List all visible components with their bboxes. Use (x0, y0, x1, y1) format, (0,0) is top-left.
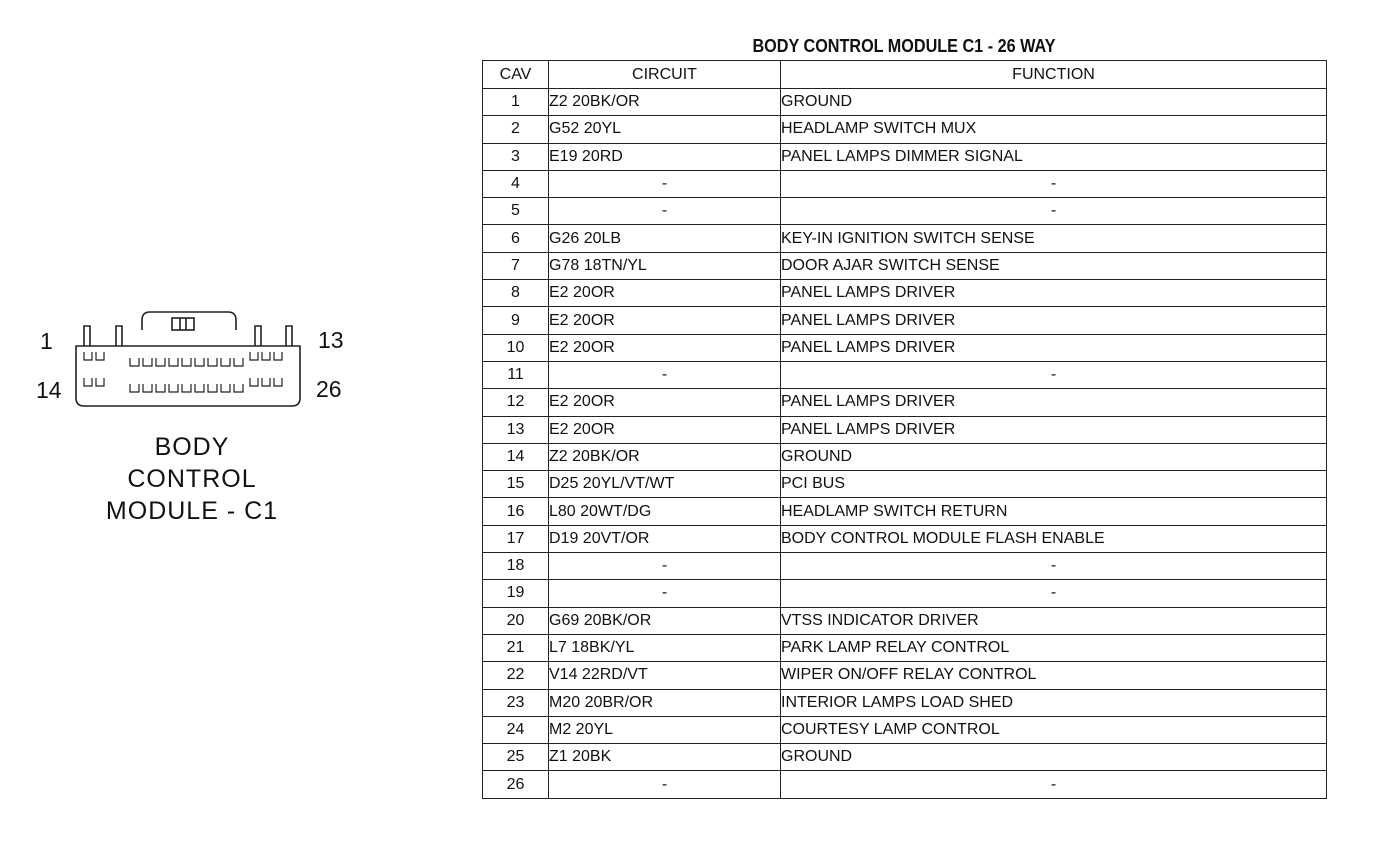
cav-cell: 10 (483, 334, 549, 361)
pinout-table (482, 60, 1327, 799)
circuit-cell: G52 20YL (549, 116, 781, 143)
connector-body (76, 346, 300, 406)
pin-label-14: 14 (36, 377, 62, 403)
circuit-cell: D25 20YL/VT/WT (549, 471, 781, 498)
cav-cell: 21 (483, 634, 549, 661)
cav-cell: 6 (483, 225, 549, 252)
function-cell: BODY CONTROL MODULE FLASH ENABLE (781, 525, 1327, 552)
left-post-2 (116, 326, 122, 346)
header-row (483, 61, 1327, 89)
header-function: FUNCTION (781, 61, 1327, 89)
function-cell: HEADLAMP SWITCH MUX (781, 116, 1327, 143)
pin-cavity (96, 378, 104, 386)
cav-cell: 13 (483, 416, 549, 443)
pin-cavity (208, 384, 217, 392)
cav-cell: 25 (483, 744, 549, 771)
pin-cavity (96, 352, 104, 360)
table-row (483, 198, 1327, 225)
right-post (286, 326, 292, 346)
function-cell: - (781, 771, 1327, 798)
circuit-cell: L80 20WT/DG (549, 498, 781, 525)
table-row (483, 361, 1327, 388)
cav-cell: 4 (483, 170, 549, 197)
cav-cell: 12 (483, 389, 549, 416)
circuit-cell: E19 20RD (549, 143, 781, 170)
circuit-cell: V14 22RD/VT (549, 662, 781, 689)
pin-cavity (130, 358, 139, 366)
function-cell: INTERIOR LAMPS LOAD SHED (781, 689, 1327, 716)
table-row (483, 525, 1327, 552)
table-row (483, 389, 1327, 416)
left-post (84, 326, 90, 346)
table-row (483, 116, 1327, 143)
caption-line: CONTROL (127, 465, 257, 493)
circuit-cell: E2 20OR (549, 280, 781, 307)
pin-cavity (169, 384, 178, 392)
function-cell: PCI BUS (781, 471, 1327, 498)
circuit-cell: M2 20YL (549, 716, 781, 743)
table-row (483, 307, 1327, 334)
function-cell: COURTESY LAMP CONTROL (781, 716, 1327, 743)
function-cell: PANEL LAMPS DRIVER (781, 416, 1327, 443)
table-title: BODY CONTROL MODULE C1 - 26 WAY (752, 36, 1056, 56)
cav-cell: 5 (483, 198, 549, 225)
pin-cavity (262, 352, 270, 360)
function-cell: - (781, 198, 1327, 225)
table-row (483, 280, 1327, 307)
function-cell: - (781, 170, 1327, 197)
module-caption (72, 431, 312, 527)
cav-cell: 22 (483, 662, 549, 689)
pin-cavity (143, 358, 152, 366)
function-cell: GROUND (781, 744, 1327, 771)
function-cell: GROUND (781, 443, 1327, 470)
function-cell: PANEL LAMPS DRIVER (781, 389, 1327, 416)
table-body (483, 89, 1327, 799)
cav-cell: 3 (483, 143, 549, 170)
pin-cavity (274, 352, 282, 360)
circuit-cell: Z2 20BK/OR (549, 89, 781, 116)
function-cell: GROUND (781, 89, 1327, 116)
right-post-2 (255, 326, 261, 346)
function-cell: WIPER ON/OFF RELAY CONTROL (781, 662, 1327, 689)
circuit-cell: Z1 20BK (549, 744, 781, 771)
cav-cell: 14 (483, 443, 549, 470)
pin-cavity (221, 384, 230, 392)
pin-label-1: 1 (40, 328, 53, 354)
pin-cavity (143, 384, 152, 392)
table-row (483, 553, 1327, 580)
circuit-cell: L7 18BK/YL (549, 634, 781, 661)
pin-cavity (156, 358, 165, 366)
table-row (483, 607, 1327, 634)
cav-cell: 20 (483, 607, 549, 634)
table-row (483, 689, 1327, 716)
pin-cavity (84, 352, 92, 360)
function-cell: DOOR AJAR SWITCH SENSE (781, 252, 1327, 279)
cav-cell: 19 (483, 580, 549, 607)
latch-window (172, 318, 194, 330)
pin-cavity (182, 384, 191, 392)
table-row (483, 443, 1327, 470)
cav-cell: 1 (483, 89, 549, 116)
pin-cavity (156, 384, 165, 392)
circuit-cell: E2 20OR (549, 416, 781, 443)
pin-cavity (262, 378, 270, 386)
circuit-cell: E2 20OR (549, 307, 781, 334)
circuit-cell: - (549, 361, 781, 388)
pin-cavity (84, 378, 92, 386)
header-cav: CAV (483, 61, 549, 89)
table-row (483, 416, 1327, 443)
table-row (483, 170, 1327, 197)
pin-cavity (208, 358, 217, 366)
table-row (483, 89, 1327, 116)
pin-label-13: 13 (318, 327, 344, 353)
cav-cell: 8 (483, 280, 549, 307)
table-row (483, 143, 1327, 170)
function-cell: PANEL LAMPS DRIVER (781, 307, 1327, 334)
pin-cavity (250, 378, 258, 386)
cav-cell: 16 (483, 498, 549, 525)
connector-latch (142, 312, 236, 330)
table-row (483, 662, 1327, 689)
circuit-cell: M20 20BR/OR (549, 689, 781, 716)
cav-cell: 23 (483, 689, 549, 716)
table-row (483, 716, 1327, 743)
circuit-cell: G26 20LB (549, 225, 781, 252)
pin-cavity (234, 384, 243, 392)
table-row (483, 771, 1327, 798)
function-cell: - (781, 553, 1327, 580)
circuit-cell: - (549, 580, 781, 607)
circuit-cell: G78 18TN/YL (549, 252, 781, 279)
circuit-cell: - (549, 170, 781, 197)
function-cell: PARK LAMP RELAY CONTROL (781, 634, 1327, 661)
cav-cell: 26 (483, 771, 549, 798)
table-row (483, 744, 1327, 771)
pin-label-26: 26 (316, 376, 342, 402)
table-row (483, 498, 1327, 525)
pin-cavity (250, 352, 258, 360)
circuit-cell: D19 20VT/OR (549, 525, 781, 552)
cav-cell: 11 (483, 361, 549, 388)
pin-cavity (274, 378, 282, 386)
function-cell: KEY-IN IGNITION SWITCH SENSE (781, 225, 1327, 252)
table-row (483, 252, 1327, 279)
cav-cell: 7 (483, 252, 549, 279)
cav-cell: 2 (483, 116, 549, 143)
circuit-cell: Z2 20BK/OR (549, 443, 781, 470)
function-cell: - (781, 361, 1327, 388)
table-row (483, 471, 1327, 498)
circuit-cell: - (549, 553, 781, 580)
circuit-cell: - (549, 198, 781, 225)
function-cell: PANEL LAMPS DRIVER (781, 334, 1327, 361)
cav-cell: 18 (483, 553, 549, 580)
cav-cell: 9 (483, 307, 549, 334)
pin-cavity (234, 358, 243, 366)
function-cell: PANEL LAMPS DRIVER (781, 280, 1327, 307)
pin-cavity (182, 358, 191, 366)
pin-cavity (195, 384, 204, 392)
function-cell: VTSS INDICATOR DRIVER (781, 607, 1327, 634)
circuit-cell: E2 20OR (549, 334, 781, 361)
table-row (483, 634, 1327, 661)
header-circuit: CIRCUIT (549, 61, 781, 89)
cav-cell: 17 (483, 525, 549, 552)
pin-cavity (169, 358, 178, 366)
function-cell: HEADLAMP SWITCH RETURN (781, 498, 1327, 525)
caption-line: MODULE - C1 (105, 497, 279, 525)
circuit-cell: - (549, 771, 781, 798)
pin-cavity (195, 358, 204, 366)
cav-cell: 24 (483, 716, 549, 743)
circuit-cell: E2 20OR (549, 389, 781, 416)
caption-line: BODY (154, 433, 230, 461)
circuit-cell: G69 20BK/OR (549, 607, 781, 634)
function-cell: PANEL LAMPS DIMMER SIGNAL (781, 143, 1327, 170)
pin-cells (84, 352, 282, 392)
cav-cell: 15 (483, 471, 549, 498)
table-row (483, 334, 1327, 361)
table-row (483, 225, 1327, 252)
function-cell: - (781, 580, 1327, 607)
pin-cavity (221, 358, 230, 366)
pin-cavity (130, 384, 139, 392)
table-row (483, 580, 1327, 607)
